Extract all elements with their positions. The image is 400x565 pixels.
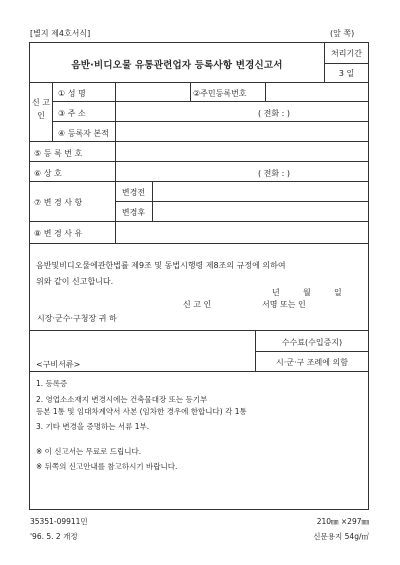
trade-name-field[interactable] xyxy=(116,162,256,180)
change-reason-label: ⑧ 변 경 사 유 xyxy=(34,229,83,238)
rule-fee-split xyxy=(255,351,369,352)
rule-period-split xyxy=(324,63,369,64)
name-label: ① 성 명 xyxy=(58,89,86,98)
registered-domicile-field[interactable] xyxy=(116,122,368,140)
registration-number-label: ⑤ 등 록 번 호 xyxy=(34,149,83,158)
documents-header: <구비서류> xyxy=(36,360,81,369)
address-label: ③ 주 소 xyxy=(58,109,86,118)
date-year: 년 xyxy=(272,288,280,297)
recipient: 시장·군수·구청장 귀 하 xyxy=(37,314,117,323)
declaration-line1: 음반및비디오물에관한법률 제9조 및 동법시행령 제8조의 규정에 의하여 xyxy=(36,261,286,270)
form-number: [별지 제4호서식] xyxy=(30,29,91,38)
declarant-label: 신 고 인 xyxy=(183,300,212,309)
document-item: 3. 기타 변경을 증명하는 서류 1부. xyxy=(36,422,150,431)
processing-period-label: 처리기간 xyxy=(331,49,362,58)
before-change-field[interactable] xyxy=(153,182,368,200)
trade-name-phone-label: ( 전화 : ) xyxy=(258,169,291,178)
after-change-label: 변경후 xyxy=(121,208,146,217)
change-items-label: ⑦ 변 경 사 항 xyxy=(34,198,83,207)
address-field[interactable] xyxy=(116,102,256,120)
declaration-line2: 위와 같이 신고합니다. xyxy=(36,277,114,286)
side-label: (앞 쪽) xyxy=(330,29,355,38)
rule-name-split xyxy=(190,82,191,101)
after-change-field[interactable] xyxy=(153,202,368,220)
name-field[interactable] xyxy=(116,83,189,100)
date-month: 월 xyxy=(303,288,311,297)
form-code: 35351-09911민 xyxy=(30,517,88,526)
resident-number-label: ②주민등록번호 xyxy=(193,89,247,98)
trade-name-label: ⑥ 상 호 xyxy=(34,169,62,178)
address-phone-label: ( 전화 : ) xyxy=(258,109,291,118)
before-change-label: 변경전 xyxy=(121,188,146,197)
form-title: 음반·비디오물 유통관련업자 등록사항 변경신고서 xyxy=(71,60,283,71)
resident-number-field[interactable] xyxy=(266,83,368,100)
change-reason-field[interactable] xyxy=(116,222,368,242)
note-item: ※ 뒤쪽의 신고안내를 참고하시기 바랍니다. xyxy=(36,462,178,471)
paper-size: 210㎜ ×297㎜ xyxy=(316,517,369,526)
document-item: 2. 영업소소재지 변경시에는 건축물대장 또는 등기부 xyxy=(36,395,208,404)
registration-number-field[interactable] xyxy=(116,142,368,160)
signature-label: 서명 또는 인 xyxy=(262,300,306,309)
fee-value: 시·군·구 조례에 의함 xyxy=(276,358,348,367)
applicant-section-label: 신 고 인 xyxy=(32,98,50,120)
rule-applicant-left xyxy=(52,82,53,141)
fee-label: 수수료(수입증지) xyxy=(281,338,343,347)
rule-reason-bottom xyxy=(30,243,369,244)
document-item: 등본 1통 및 임대차계약서 사본 (임차한 경우에 한합니다) 각 1통 xyxy=(36,407,247,416)
note-item: ※ 이 신고서는 무료로 드립니다. xyxy=(36,447,142,456)
processing-period-value: 3 일 xyxy=(338,69,355,78)
rule-declaration-bottom xyxy=(30,330,369,331)
rule-fee-bottom xyxy=(30,371,369,372)
registered-domicile-label: ④ 등록자 본적 xyxy=(58,129,109,138)
date-day: 일 xyxy=(334,288,342,297)
document-item: 1. 등록증 xyxy=(36,379,68,388)
revision-date: '96. 5. 2 개정 xyxy=(30,532,78,541)
paper-type: 신문용지 54g/㎡ xyxy=(313,532,369,541)
